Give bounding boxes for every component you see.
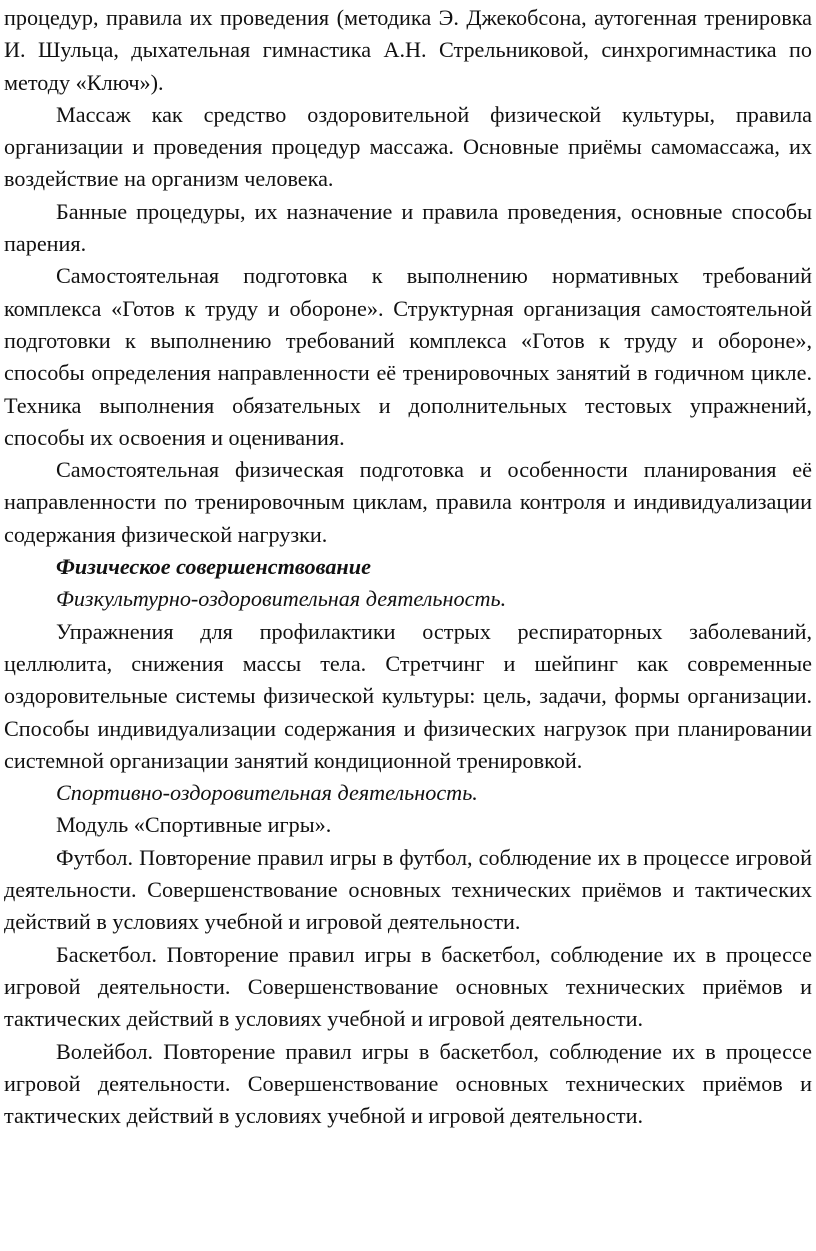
subheading-sport-activity: Спортивно-оздоровительная деятельность. [56, 780, 478, 806]
paragraph-gto-preparation: Самостоятельная подготовка к выполнению нормативных требований комплекса «Готов к труду и обороне». Структурная организация самостоятельной подготовки к выполнению требований комплекса «Готов к труду и обороне», способы определения направленности её тренировочных занятий в годичном цикле. Техника выполнения обязательных и дополнительных тестовых упражнений, способы их освоения и оценивания. [4, 263, 812, 450]
paragraph-physical-preparation: Самостоятельная физическая подготовка и особенности планирования её направленности по тренировочным циклам, правила контроля и индивидуализации содержания физической нагрузки. [4, 457, 812, 547]
subheading-fitness-activity: Физкультурно-оздоровительная деятельность. [56, 586, 507, 612]
paragraph-volleyball: Волейбол. Повторение правил игры в баскетбол, соблюдение их в процессе игровой деятельности. Совершенствование основных технических приёмов и тактических действий в условиях учебной и игровой деятельности. [4, 1038, 812, 1129]
paragraph-bath-procedures: Банные процедуры, их назначение и правила проведения, основные способы парения. [4, 198, 812, 257]
paragraph-massage: Массаж как средство оздоровительной физической культуры, правила организации и проведения процедур массажа. Основные приёмы самомассажа, их воздействие на организм человека. [4, 101, 812, 192]
paragraph-module-sport-games: Модуль «Спортивные игры». [56, 812, 332, 838]
paragraph-exercises: Упражнения для профилактики острых респираторных заболеваний, целлюлита, снижения массы тела. Стретчинг и шейпинг как современные оздоровительные системы физической культуры: цель, задачи, формы организации. Способы индивидуализации содержания и физических нагрузок при планировании системной организации занятий кондиционной тренировкой. [4, 618, 812, 773]
section-heading-physical-improvement: Физическое совершенствование [56, 554, 371, 580]
paragraph-football: Футбол. Повторение правил игры в футбол, соблюдение их в процессе игровой деятельности. Совершенствование основных технических приёмов и тактических действий в условиях учебной и игровой деятельности. [4, 844, 812, 935]
paragraph-relaxation-methods: процедур, правила их проведения (методика Э. Джекобсона, аутогенная тренировка И. Шульца, дыхательная гимнастика А.Н. Стрельниковой, синхрогимнастика по методу «Ключ»). [4, 5, 812, 95]
paragraph-basketball: Баскетбол. Повторение правил игры в баскетбол, соблюдение их в процессе игровой деятельности. Совершенствование основных технических приёмов и тактических действий в условиях учебной и игровой деятельности. [4, 941, 812, 1032]
